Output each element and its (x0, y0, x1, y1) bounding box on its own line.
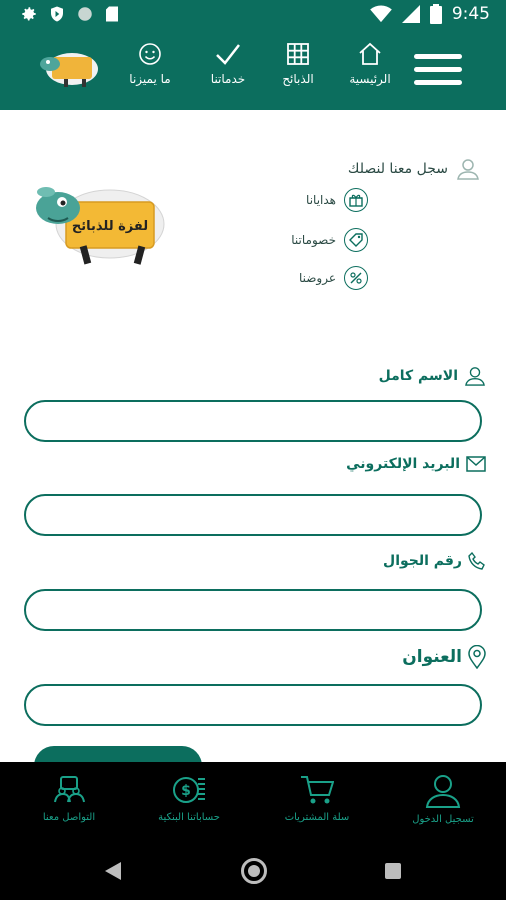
gift-icon (344, 188, 368, 212)
menu-line (414, 54, 462, 59)
menu-line (414, 67, 462, 72)
phone-icon (468, 552, 486, 570)
bottom-nav-bank-accounts-label: حساباتنا البنكية (158, 812, 220, 823)
nav-home[interactable] (330, 42, 410, 86)
full-name-label-row (379, 366, 486, 386)
status-time: 9:45 (451, 4, 490, 24)
circle-status-icon (76, 5, 94, 23)
benefit-gifts (306, 188, 368, 212)
contact-icon (52, 774, 86, 806)
smiley-icon (138, 42, 162, 66)
user-icon (456, 158, 480, 180)
checkmark-icon (215, 42, 241, 66)
cart-icon (300, 774, 334, 806)
grid-icon (286, 42, 310, 66)
bottom-nav (0, 762, 506, 842)
register-title: سجل معنا لنصلك (347, 161, 448, 177)
envelope-icon (466, 456, 486, 472)
full-name-input[interactable] (24, 400, 482, 442)
wifi-icon (370, 5, 392, 23)
brand-logo-text: لفزة للذبائح (71, 219, 149, 234)
phone-label-row (383, 552, 486, 570)
email-input[interactable] (24, 494, 482, 536)
tag-icon (344, 228, 368, 252)
offer-icon (344, 266, 368, 290)
email-label: البريد الإلكتروني (346, 456, 460, 472)
benefit-discounts-label: خصوماتنا (291, 233, 336, 247)
status-bar (0, 0, 506, 32)
address-label: العنوان (402, 647, 462, 667)
coins-icon (172, 774, 206, 806)
benefit-offers-label: عروضنا (298, 271, 336, 285)
address-label-row (402, 645, 486, 669)
svg-text:$: $ (181, 783, 191, 799)
home-icon (357, 42, 383, 66)
bottom-nav-cart-label: سلة المشتريات (284, 812, 350, 823)
app-bar (0, 32, 506, 110)
nav-sacrifices-label: الذبائح (282, 72, 314, 86)
app-logo[interactable] (36, 42, 106, 94)
shield-icon (48, 5, 66, 23)
nav-home-label: الرئيسية (349, 72, 391, 86)
nav-features[interactable] (110, 42, 190, 86)
bottom-nav-cart[interactable] (262, 774, 372, 823)
user-icon (425, 774, 461, 808)
signal-icon (402, 5, 420, 23)
register-title-row (348, 158, 480, 180)
email-label-row (346, 456, 486, 472)
bottom-nav-contact-label: التواصل معنا (42, 812, 96, 823)
bottom-nav-login[interactable] (388, 774, 498, 825)
phone-input[interactable] (24, 589, 482, 631)
sd-card-icon (104, 5, 120, 23)
bottom-nav-contact[interactable] (14, 774, 124, 823)
bottom-nav-bank-accounts[interactable] (134, 774, 244, 823)
battery-icon (430, 4, 442, 24)
settings-icon (20, 5, 38, 23)
recent-apps-icon[interactable] (385, 863, 401, 879)
system-nav-bar (0, 842, 506, 900)
nav-services[interactable] (188, 42, 268, 86)
brand-logo (28, 172, 172, 272)
person-icon (464, 366, 486, 386)
address-input[interactable] (24, 684, 482, 726)
location-pin-icon (468, 645, 486, 669)
benefit-gifts-label: هدايانا (306, 193, 336, 207)
phone-label: رقم الجوال (383, 553, 462, 569)
bottom-nav-login-label: تسجيل الدخول (412, 814, 474, 825)
benefit-discounts (291, 228, 368, 252)
benefit-offers (299, 266, 368, 290)
home-circle-icon[interactable] (241, 858, 267, 884)
back-icon[interactable] (104, 861, 122, 881)
nav-services-label: خدماتنا (210, 72, 246, 86)
full-name-label: الاسم كامل (378, 368, 458, 384)
nav-sacrifices[interactable] (258, 42, 338, 86)
nav-features-label: ما يميزنا (129, 72, 171, 86)
menu-button[interactable] (414, 54, 462, 88)
menu-line (414, 80, 462, 85)
